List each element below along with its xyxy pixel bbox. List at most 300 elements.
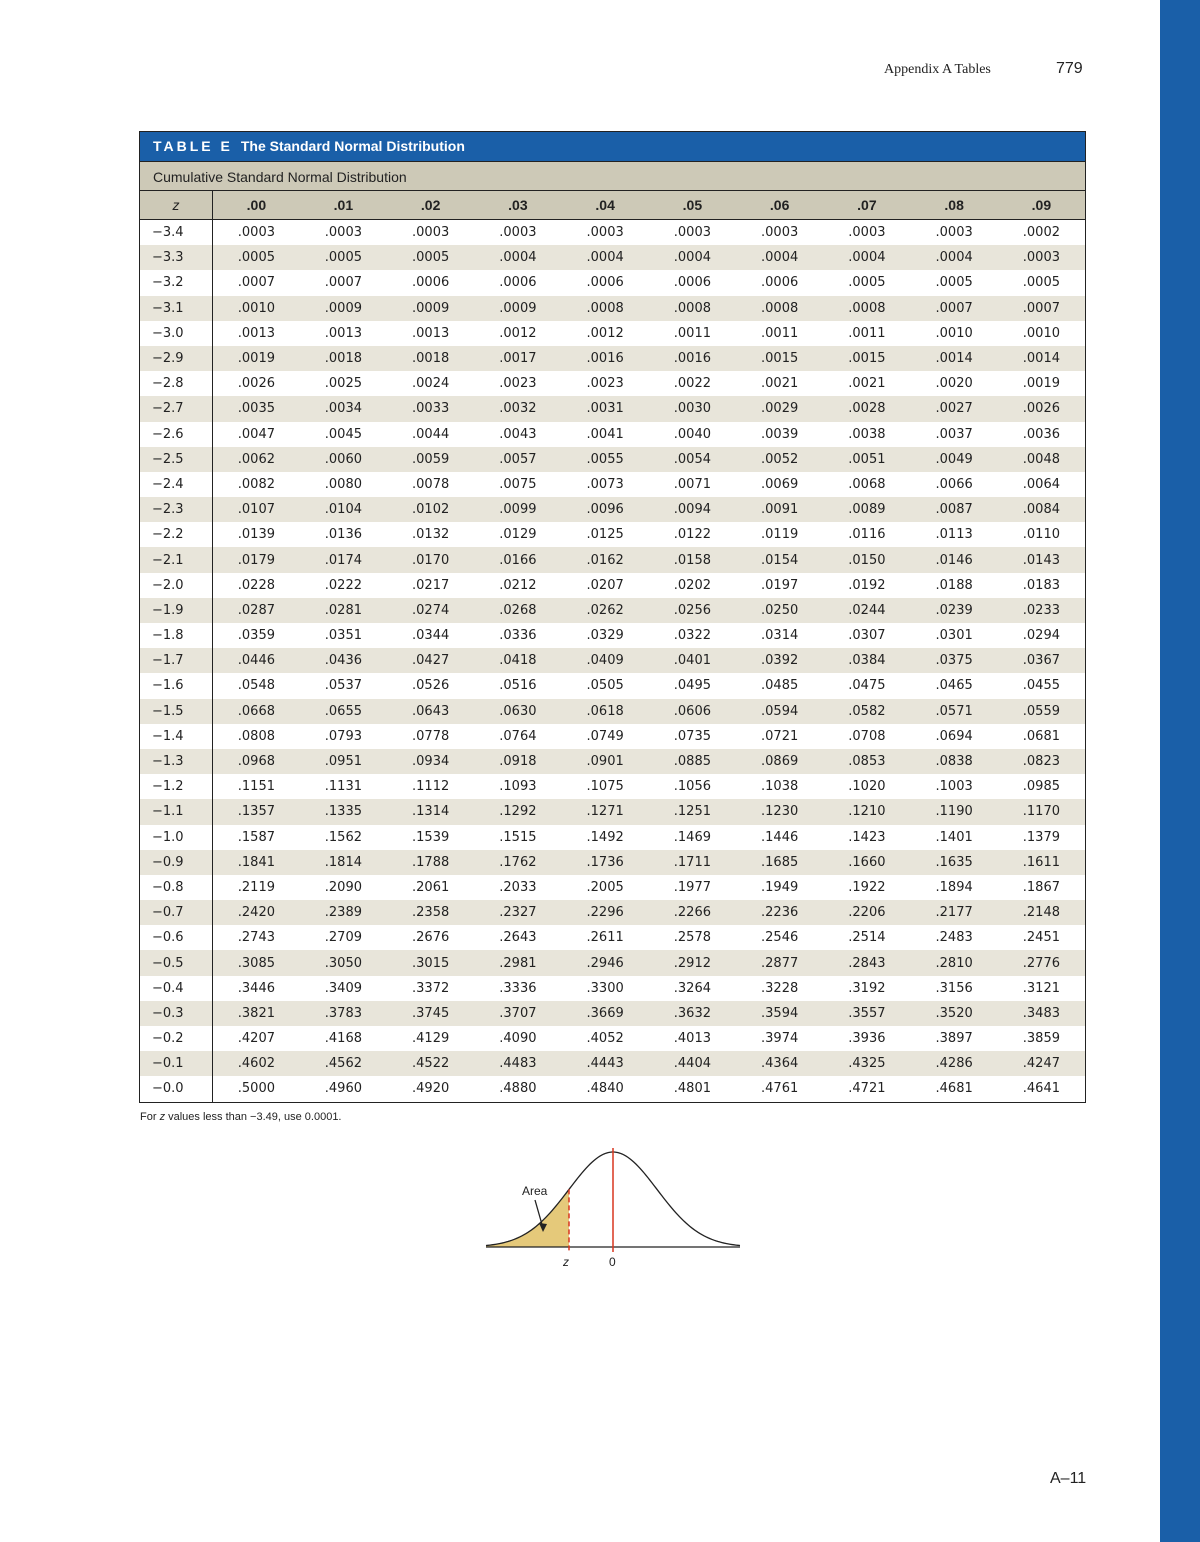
- probability-cell: .3015: [387, 950, 474, 975]
- probability-cell: .0007: [998, 296, 1085, 321]
- probability-cell: .0005: [300, 245, 387, 270]
- probability-cell: .0012: [499, 325, 537, 341]
- probability-cell: .0011: [761, 325, 799, 341]
- probability-cell: .0060: [300, 447, 387, 472]
- table-row: [140, 472, 1085, 497]
- probability-cell: .1922: [848, 879, 886, 895]
- probability-cell: .2451: [1022, 930, 1060, 946]
- probability-cell: .4013: [673, 1031, 711, 1047]
- probability-cell: .2090: [324, 879, 362, 895]
- probability-cell: .2177: [911, 900, 998, 925]
- probability-cell: .0183: [1022, 577, 1060, 593]
- probability-cell: .0033: [387, 396, 474, 421]
- probability-cell: .0793: [324, 728, 362, 744]
- probability-cell: .0075: [499, 476, 537, 492]
- probability-cell: .0125: [586, 527, 624, 543]
- probability-cell: .1814: [300, 850, 387, 875]
- probability-cell: .0455: [1022, 678, 1060, 694]
- probability-cell: .0026: [998, 396, 1085, 421]
- probability-cell: .0052: [736, 447, 823, 472]
- probability-cell: .0015: [736, 346, 823, 371]
- probability-cell: .1635: [911, 850, 998, 875]
- probability-cell: .0256: [649, 598, 736, 623]
- probability-cell: .1841: [213, 850, 300, 875]
- table-row: [140, 296, 1085, 321]
- probability-cell: .2236: [736, 900, 823, 925]
- table-row: [140, 573, 1085, 598]
- probability-cell: .0778: [412, 728, 450, 744]
- probability-cell: .0143: [998, 547, 1085, 572]
- table-row: [140, 875, 1085, 900]
- probability-cell: .4483: [474, 1051, 561, 1076]
- table-row: [140, 422, 1085, 447]
- probability-cell: .0057: [474, 447, 561, 472]
- probability-cell: .0024: [412, 376, 450, 392]
- z-value-cell: −2.4: [140, 472, 213, 497]
- probability-cell: .0048: [998, 447, 1085, 472]
- probability-cell: .0040: [673, 426, 711, 442]
- probability-cell: .0808: [237, 728, 275, 744]
- probability-cell: .2420: [213, 900, 300, 925]
- table-title: The Standard Normal Distribution: [240, 138, 465, 154]
- z-value-cell: −1.7: [140, 648, 213, 673]
- probability-cell: .2266: [649, 900, 736, 925]
- probability-cell: .4168: [324, 1031, 362, 1047]
- table-row: [140, 1026, 1085, 1051]
- folio: A–11: [1050, 1470, 1087, 1487]
- probability-cell: .0102: [387, 497, 474, 522]
- probability-cell: .0023: [499, 376, 537, 392]
- z-value-cell: −2.1: [140, 547, 213, 572]
- probability-cell: .3897: [935, 1031, 973, 1047]
- probability-cell: .0475: [848, 678, 886, 694]
- probability-cell: .1711: [649, 850, 736, 875]
- probability-cell: .0384: [823, 648, 910, 673]
- table-row: [140, 724, 1085, 749]
- probability-cell: .0029: [736, 396, 823, 421]
- probability-cell: .0004: [911, 245, 998, 270]
- probability-cell: .0301: [935, 628, 973, 644]
- probability-cell: .0003: [998, 245, 1085, 270]
- probability-cell: .4325: [823, 1051, 910, 1076]
- probability-cell: .0344: [412, 628, 450, 644]
- probability-cell: .0006: [586, 275, 624, 291]
- z-value-cell: −2.3: [140, 497, 213, 522]
- z-value-cell: −2.6: [140, 422, 213, 447]
- probability-cell: .2981: [474, 950, 561, 975]
- table-row: [140, 245, 1085, 270]
- probability-cell: .0062: [213, 447, 300, 472]
- probability-cell: .4404: [649, 1051, 736, 1076]
- probability-cell: .2389: [300, 900, 387, 925]
- probability-cell: .0485: [761, 678, 799, 694]
- probability-cell: .0096: [562, 497, 649, 522]
- probability-cell: .0571: [911, 699, 998, 724]
- probability-cell: .0041: [586, 426, 624, 442]
- probability-cell: .0019: [1022, 376, 1060, 392]
- probability-cell: .3783: [300, 1001, 387, 1026]
- probability-cell: .0012: [586, 325, 624, 341]
- probability-cell: .0008: [823, 296, 910, 321]
- probability-cell: .0262: [562, 598, 649, 623]
- probability-cell: .0951: [300, 749, 387, 774]
- probability-cell: .0020: [935, 376, 973, 392]
- column-header: .04: [562, 191, 649, 220]
- probability-cell: .1562: [324, 829, 362, 845]
- probability-cell: .0244: [823, 598, 910, 623]
- probability-cell: .0015: [823, 346, 910, 371]
- probability-cell: .1075: [586, 779, 624, 795]
- probability-cell: .0869: [736, 749, 823, 774]
- probability-cell: .5000: [237, 1081, 275, 1097]
- probability-cell: .0004: [562, 245, 649, 270]
- footnote: [140, 1111, 342, 1123]
- column-header: .01: [300, 191, 387, 220]
- probability-cell: .0064: [1022, 476, 1060, 492]
- probability-cell: .3974: [761, 1031, 799, 1047]
- probability-cell: .0139: [237, 527, 275, 543]
- probability-cell: .0045: [324, 426, 362, 442]
- probability-cell: .0013: [412, 325, 450, 341]
- probability-cell: .3821: [213, 1001, 300, 1026]
- probability-cell: .0022: [673, 376, 711, 392]
- probability-cell: .0239: [911, 598, 998, 623]
- z-value-cell: −0.9: [140, 850, 213, 875]
- table-row: [140, 547, 1085, 572]
- probability-cell: .3156: [935, 980, 973, 996]
- probability-cell: .3557: [823, 1001, 910, 1026]
- probability-cell: .4052: [586, 1031, 624, 1047]
- probability-cell: .0027: [911, 396, 998, 421]
- probability-cell: .0749: [586, 728, 624, 744]
- probability-cell: .1379: [1022, 829, 1060, 845]
- table-label: TABLE E: [153, 138, 233, 154]
- table-row: [140, 447, 1085, 472]
- probability-cell: .0150: [823, 547, 910, 572]
- probability-cell: .0129: [499, 527, 537, 543]
- column-header: .00: [213, 191, 300, 220]
- probability-cell: .1867: [1022, 879, 1060, 895]
- table-title-bar: [140, 132, 1085, 162]
- probability-cell: .0170: [387, 547, 474, 572]
- probability-cell: .0158: [649, 547, 736, 572]
- column-header: .06: [736, 191, 823, 220]
- column-header: .05: [649, 191, 736, 220]
- normal-curve-figure: [480, 1140, 750, 1275]
- probability-cell: .0005: [1022, 275, 1060, 291]
- probability-cell: .0721: [761, 728, 799, 744]
- probability-cell: .2776: [998, 950, 1085, 975]
- table-row: [140, 648, 1085, 673]
- probability-cell: .0681: [1022, 728, 1060, 744]
- probability-cell: .0655: [300, 699, 387, 724]
- probability-cell: .0668: [213, 699, 300, 724]
- probability-cell: .3446: [237, 980, 275, 996]
- probability-cell: .0918: [474, 749, 561, 774]
- shaded-area: [486, 1189, 569, 1247]
- probability-cell: .4761: [761, 1081, 799, 1097]
- probability-cell: .0004: [736, 245, 823, 270]
- z-value-cell: −2.0: [140, 573, 213, 598]
- probability-cell: .1977: [673, 879, 711, 895]
- probability-cell: .0005: [848, 275, 886, 291]
- probability-cell: .0250: [736, 598, 823, 623]
- probability-cell: .0885: [649, 749, 736, 774]
- probability-cell: .1949: [761, 879, 799, 895]
- probability-cell: .2546: [761, 930, 799, 946]
- probability-cell: .0694: [935, 728, 973, 744]
- probability-cell: .1251: [649, 799, 736, 824]
- probability-cell: .2946: [562, 950, 649, 975]
- probability-cell: .0036: [1022, 426, 1060, 442]
- z-value-cell: −2.8: [140, 371, 213, 396]
- probability-cell: .0351: [324, 628, 362, 644]
- z-axis-label: z: [563, 1255, 569, 1269]
- probability-cell: .0094: [649, 497, 736, 522]
- probability-cell: .0005: [213, 245, 300, 270]
- probability-cell: .0049: [911, 447, 998, 472]
- z-value-cell: −0.0: [140, 1076, 213, 1101]
- probability-cell: .1357: [213, 799, 300, 824]
- table-row: [140, 850, 1085, 875]
- z-value-cell: −1.3: [140, 749, 213, 774]
- z-value-cell: −3.3: [140, 245, 213, 270]
- probability-cell: .0418: [474, 648, 561, 673]
- probability-cell: .1093: [499, 779, 537, 795]
- table-row: [140, 522, 1085, 547]
- z-value-cell: −3.4: [140, 220, 213, 246]
- table-row: [140, 950, 1085, 975]
- probability-cell: .3085: [213, 950, 300, 975]
- probability-cell: .0537: [324, 678, 362, 694]
- probability-cell: .0375: [911, 648, 998, 673]
- probability-cell: .0059: [387, 447, 474, 472]
- probability-cell: .1539: [412, 829, 450, 845]
- probability-cell: .0559: [998, 699, 1085, 724]
- probability-cell: .3228: [761, 980, 799, 996]
- probability-cell: .3936: [848, 1031, 886, 1047]
- probability-cell: .1401: [935, 829, 973, 845]
- table-row: [140, 321, 1085, 346]
- probability-cell: .0069: [761, 476, 799, 492]
- probability-cell: .0080: [324, 476, 362, 492]
- probability-cell: .1210: [823, 799, 910, 824]
- probability-cell: .0853: [823, 749, 910, 774]
- z-column-header: z: [140, 191, 213, 220]
- probability-cell: .0401: [649, 648, 736, 673]
- probability-cell: .0010: [213, 296, 300, 321]
- probability-cell: .4207: [237, 1031, 275, 1047]
- z-value-cell: −1.9: [140, 598, 213, 623]
- probability-cell: .0179: [213, 547, 300, 572]
- probability-cell: .0003: [237, 225, 275, 241]
- probability-cell: .0006: [761, 275, 799, 291]
- table-row: [140, 1051, 1085, 1076]
- probability-cell: .2912: [649, 950, 736, 975]
- probability-cell: .0003: [499, 225, 537, 241]
- probability-cell: .0008: [649, 296, 736, 321]
- probability-cell: .0084: [998, 497, 1085, 522]
- probability-cell: .0643: [387, 699, 474, 724]
- probability-cell: .0008: [736, 296, 823, 321]
- probability-cell: .0764: [499, 728, 537, 744]
- probability-cell: .0025: [324, 376, 362, 392]
- probability-cell: .0516: [499, 678, 537, 694]
- z-value-cell: −2.2: [140, 522, 213, 547]
- probability-cell: .0044: [412, 426, 450, 442]
- probability-cell: .4880: [499, 1081, 537, 1097]
- probability-cell: .0166: [474, 547, 561, 572]
- probability-cell: .2148: [998, 900, 1085, 925]
- probability-cell: .0003: [586, 225, 624, 241]
- z-value-cell: −2.9: [140, 346, 213, 371]
- table-row: [140, 220, 1085, 246]
- probability-cell: .0630: [474, 699, 561, 724]
- probability-cell: .1736: [562, 850, 649, 875]
- probability-cell: .0047: [237, 426, 275, 442]
- probability-cell: .2676: [412, 930, 450, 946]
- probability-cell: .0010: [1022, 325, 1060, 341]
- probability-cell: .0113: [935, 527, 973, 543]
- probability-cell: .0197: [761, 577, 799, 593]
- table-row: [140, 598, 1085, 623]
- probability-cell: .0192: [848, 577, 886, 593]
- table-row: [140, 976, 1085, 1001]
- probability-cell: .0392: [736, 648, 823, 673]
- probability-cell: .0594: [736, 699, 823, 724]
- probability-cell: .0154: [736, 547, 823, 572]
- probability-cell: .0212: [499, 577, 537, 593]
- probability-cell: .4443: [562, 1051, 649, 1076]
- probability-cell: .1056: [673, 779, 711, 795]
- z-value-cell: −2.5: [140, 447, 213, 472]
- side-bar: [1160, 0, 1200, 1542]
- probability-cell: .3707: [474, 1001, 561, 1026]
- probability-cell: .0006: [412, 275, 450, 291]
- probability-cell: .0021: [761, 376, 799, 392]
- probability-cell: .0037: [935, 426, 973, 442]
- z-value-cell: −0.4: [140, 976, 213, 1001]
- probability-cell: .0073: [586, 476, 624, 492]
- probability-cell: .0021: [848, 376, 886, 392]
- probability-cell: .0018: [387, 346, 474, 371]
- z-value-cell: −1.0: [140, 825, 213, 850]
- probability-cell: .0039: [761, 426, 799, 442]
- probability-cell: .1292: [474, 799, 561, 824]
- probability-cell: .0071: [673, 476, 711, 492]
- probability-cell: .0004: [823, 245, 910, 270]
- footnote-post: values less than −3.49, use 0.0001.: [165, 1111, 342, 1123]
- probability-cell: .0582: [823, 699, 910, 724]
- probability-cell: .0028: [823, 396, 910, 421]
- probability-cell: .3632: [649, 1001, 736, 1026]
- column-header: .08: [911, 191, 998, 220]
- probability-cell: .0003: [324, 225, 362, 241]
- probability-cell: .2206: [823, 900, 910, 925]
- probability-cell: .0099: [474, 497, 561, 522]
- z-value-cell: −0.7: [140, 900, 213, 925]
- probability-cell: .0465: [935, 678, 973, 694]
- probability-cell: .2327: [474, 900, 561, 925]
- probability-cell: .0013: [324, 325, 362, 341]
- probability-cell: .4364: [736, 1051, 823, 1076]
- probability-cell: .2611: [586, 930, 624, 946]
- table-row: [140, 925, 1085, 950]
- column-header: .03: [474, 191, 561, 220]
- probability-cell: .0009: [387, 296, 474, 321]
- z-value-cell: −2.7: [140, 396, 213, 421]
- probability-cell: .0013: [237, 325, 275, 341]
- probability-cell: .0003: [761, 225, 799, 241]
- probability-cell: .2358: [387, 900, 474, 925]
- z-value-cell: −0.3: [140, 1001, 213, 1026]
- probability-cell: .0901: [562, 749, 649, 774]
- probability-cell: .3264: [673, 980, 711, 996]
- z-value-cell: −1.4: [140, 724, 213, 749]
- probability-cell: .0011: [848, 325, 886, 341]
- probability-cell: .4602: [213, 1051, 300, 1076]
- probability-cell: .1446: [761, 829, 799, 845]
- probability-cell: .0526: [412, 678, 450, 694]
- column-header: .09: [998, 191, 1085, 220]
- probability-cell: .3669: [562, 1001, 649, 1026]
- z-table: [140, 191, 1085, 1102]
- probability-cell: .0051: [823, 447, 910, 472]
- probability-cell: .0409: [562, 648, 649, 673]
- probability-cell: .0003: [848, 225, 886, 241]
- z-value-cell: −0.6: [140, 925, 213, 950]
- probability-cell: .1611: [998, 850, 1085, 875]
- z-value-cell: −1.8: [140, 623, 213, 648]
- z-value-cell: −3.2: [140, 270, 213, 295]
- table-row: [140, 673, 1085, 698]
- probability-cell: .2483: [935, 930, 973, 946]
- probability-cell: .1190: [911, 799, 998, 824]
- probability-cell: .0082: [237, 476, 275, 492]
- probability-cell: .0446: [213, 648, 300, 673]
- probability-cell: .0217: [412, 577, 450, 593]
- probability-cell: .0202: [673, 577, 711, 593]
- probability-cell: .3372: [412, 980, 450, 996]
- area-label: Area: [522, 1184, 548, 1198]
- probability-cell: .0004: [474, 245, 561, 270]
- page-number: 779: [1056, 60, 1083, 77]
- probability-cell: .0427: [387, 648, 474, 673]
- table-row: [140, 699, 1085, 724]
- probability-cell: .1131: [324, 779, 362, 795]
- probability-cell: .0089: [823, 497, 910, 522]
- probability-cell: .2709: [324, 930, 362, 946]
- probability-cell: .0014: [998, 346, 1085, 371]
- probability-cell: .0087: [911, 497, 998, 522]
- table-row: [140, 270, 1085, 295]
- probability-cell: .2033: [499, 879, 537, 895]
- probability-cell: .3121: [1022, 980, 1060, 996]
- table-row: [140, 825, 1085, 850]
- probability-cell: .4721: [848, 1081, 886, 1097]
- probability-cell: .0016: [649, 346, 736, 371]
- probability-cell: .0314: [761, 628, 799, 644]
- probability-cell: .1335: [300, 799, 387, 824]
- probability-cell: .3300: [586, 980, 624, 996]
- probability-cell: .0107: [213, 497, 300, 522]
- probability-cell: .4562: [300, 1051, 387, 1076]
- probability-cell: .0006: [673, 275, 711, 291]
- probability-cell: .0838: [911, 749, 998, 774]
- probability-cell: .0307: [848, 628, 886, 644]
- probability-cell: .0091: [736, 497, 823, 522]
- table-row: [140, 346, 1085, 371]
